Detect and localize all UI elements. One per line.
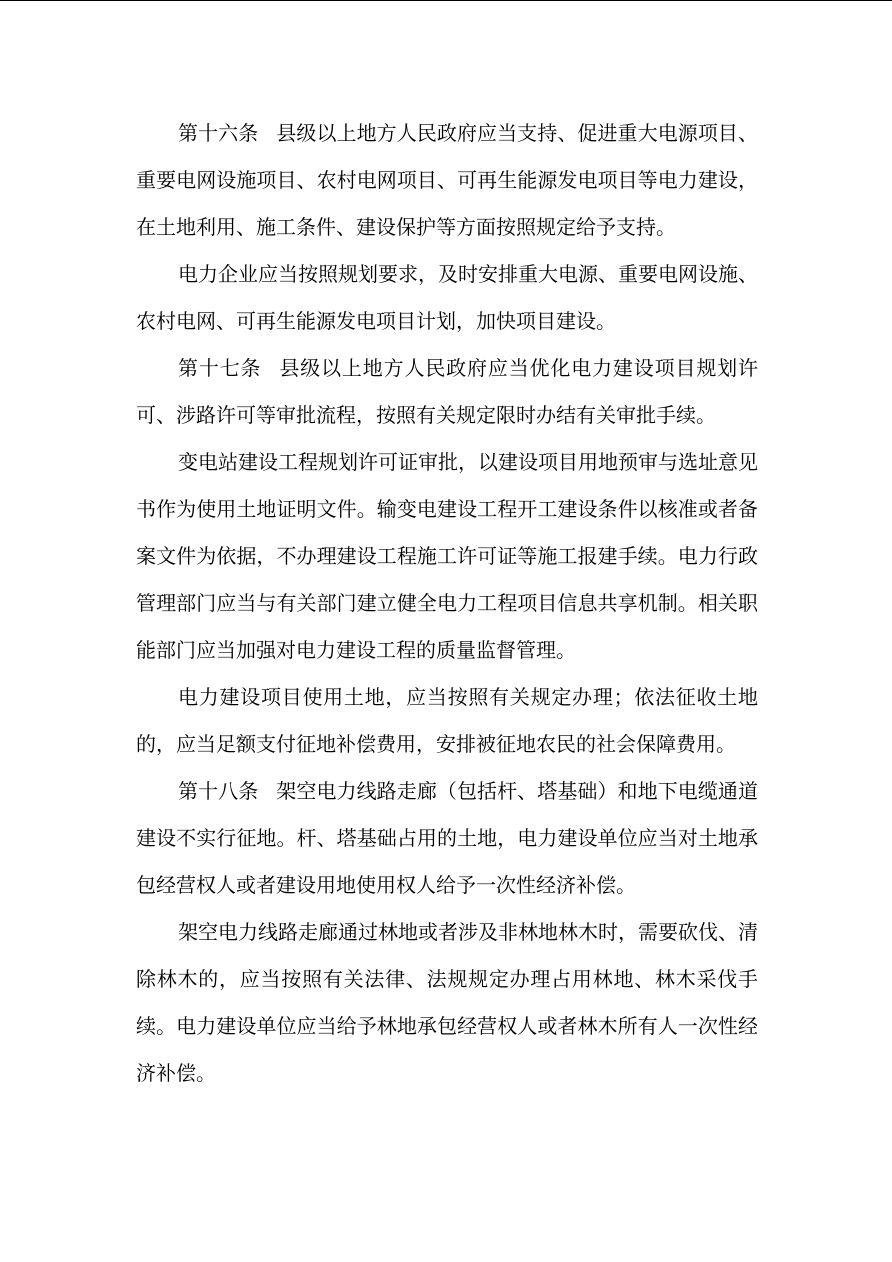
paragraph-article-16 [136,110,758,251]
paragraph-article-16-part-2 [136,251,758,345]
paragraph-text: 架空电力线路走廊通过林地或者涉及非林地林木时，需要砍伐、清除林木的，应当按照有关法律、法规规定办理占用林地、林木采伐手续。电力建设单位应当给予林地承包经营权人或者林木所有人一次性经济补偿。 [136,920,758,1085]
paragraph-text: 架空电力线路走廊（包括杆、塔基础）和地下电缆通道建设不实行征地。杆、塔基础占用的土地，电力建设单位应当对土地承包经营权人或者建设用地使用权人给予一次性经济补偿。 [136,779,759,897]
paragraph-text: 电力建设项目使用土地，应当按照有关规定办理；依法征收土地的，应当足额支付征地补偿费用，安排被征地农民的社会保障费用。 [136,685,758,756]
article-number: 第十六条 [178,121,259,145]
top-border-line [0,0,892,1]
paragraph-text: 县级以上地方人民政府应当优化电力建设项目规划许可、涉路许可等审批流程，按照有关规定限时办结有关审批手续。 [136,356,759,427]
paragraph-text: 县级以上地方人民政府应当支持、促进重大电源项目、重要电网设施项目、农村电网项目、可再生能源发电项目等电力建设，在土地利用、施工条件、建设保护等方面按照规定给予支持。 [136,121,759,239]
paragraph-article-17 [136,345,758,439]
paragraph-text: 变电站建设工程规划许可证审批，以建设项目用地预审与选址意见书作为使用土地证明文件。输变电建设工程开工建设条件以核准或者备案文件为依据，不办理建设工程施工许可证等施工报建手续。电力行政管理部门应当与有关部门建立健全电力工程项目信息共享机制。相关职能部门应当加强对电力建设工程的质量监督管理。 [136,450,758,662]
paragraph-article-18 [136,768,758,909]
paragraph-article-17-part-2 [136,439,758,674]
article-number: 第十八条 [178,779,259,803]
paragraph-article-18-part-2 [136,909,758,1097]
paragraph-text: 电力企业应当按照规划要求，及时安排重大电源、重要电网设施、农村电网、可再生能源发电项目计划，加快项目建设。 [136,262,758,333]
article-number: 第十七条 [178,356,262,380]
paragraph-article-17-part-3 [136,674,758,768]
document-body [136,110,758,1097]
